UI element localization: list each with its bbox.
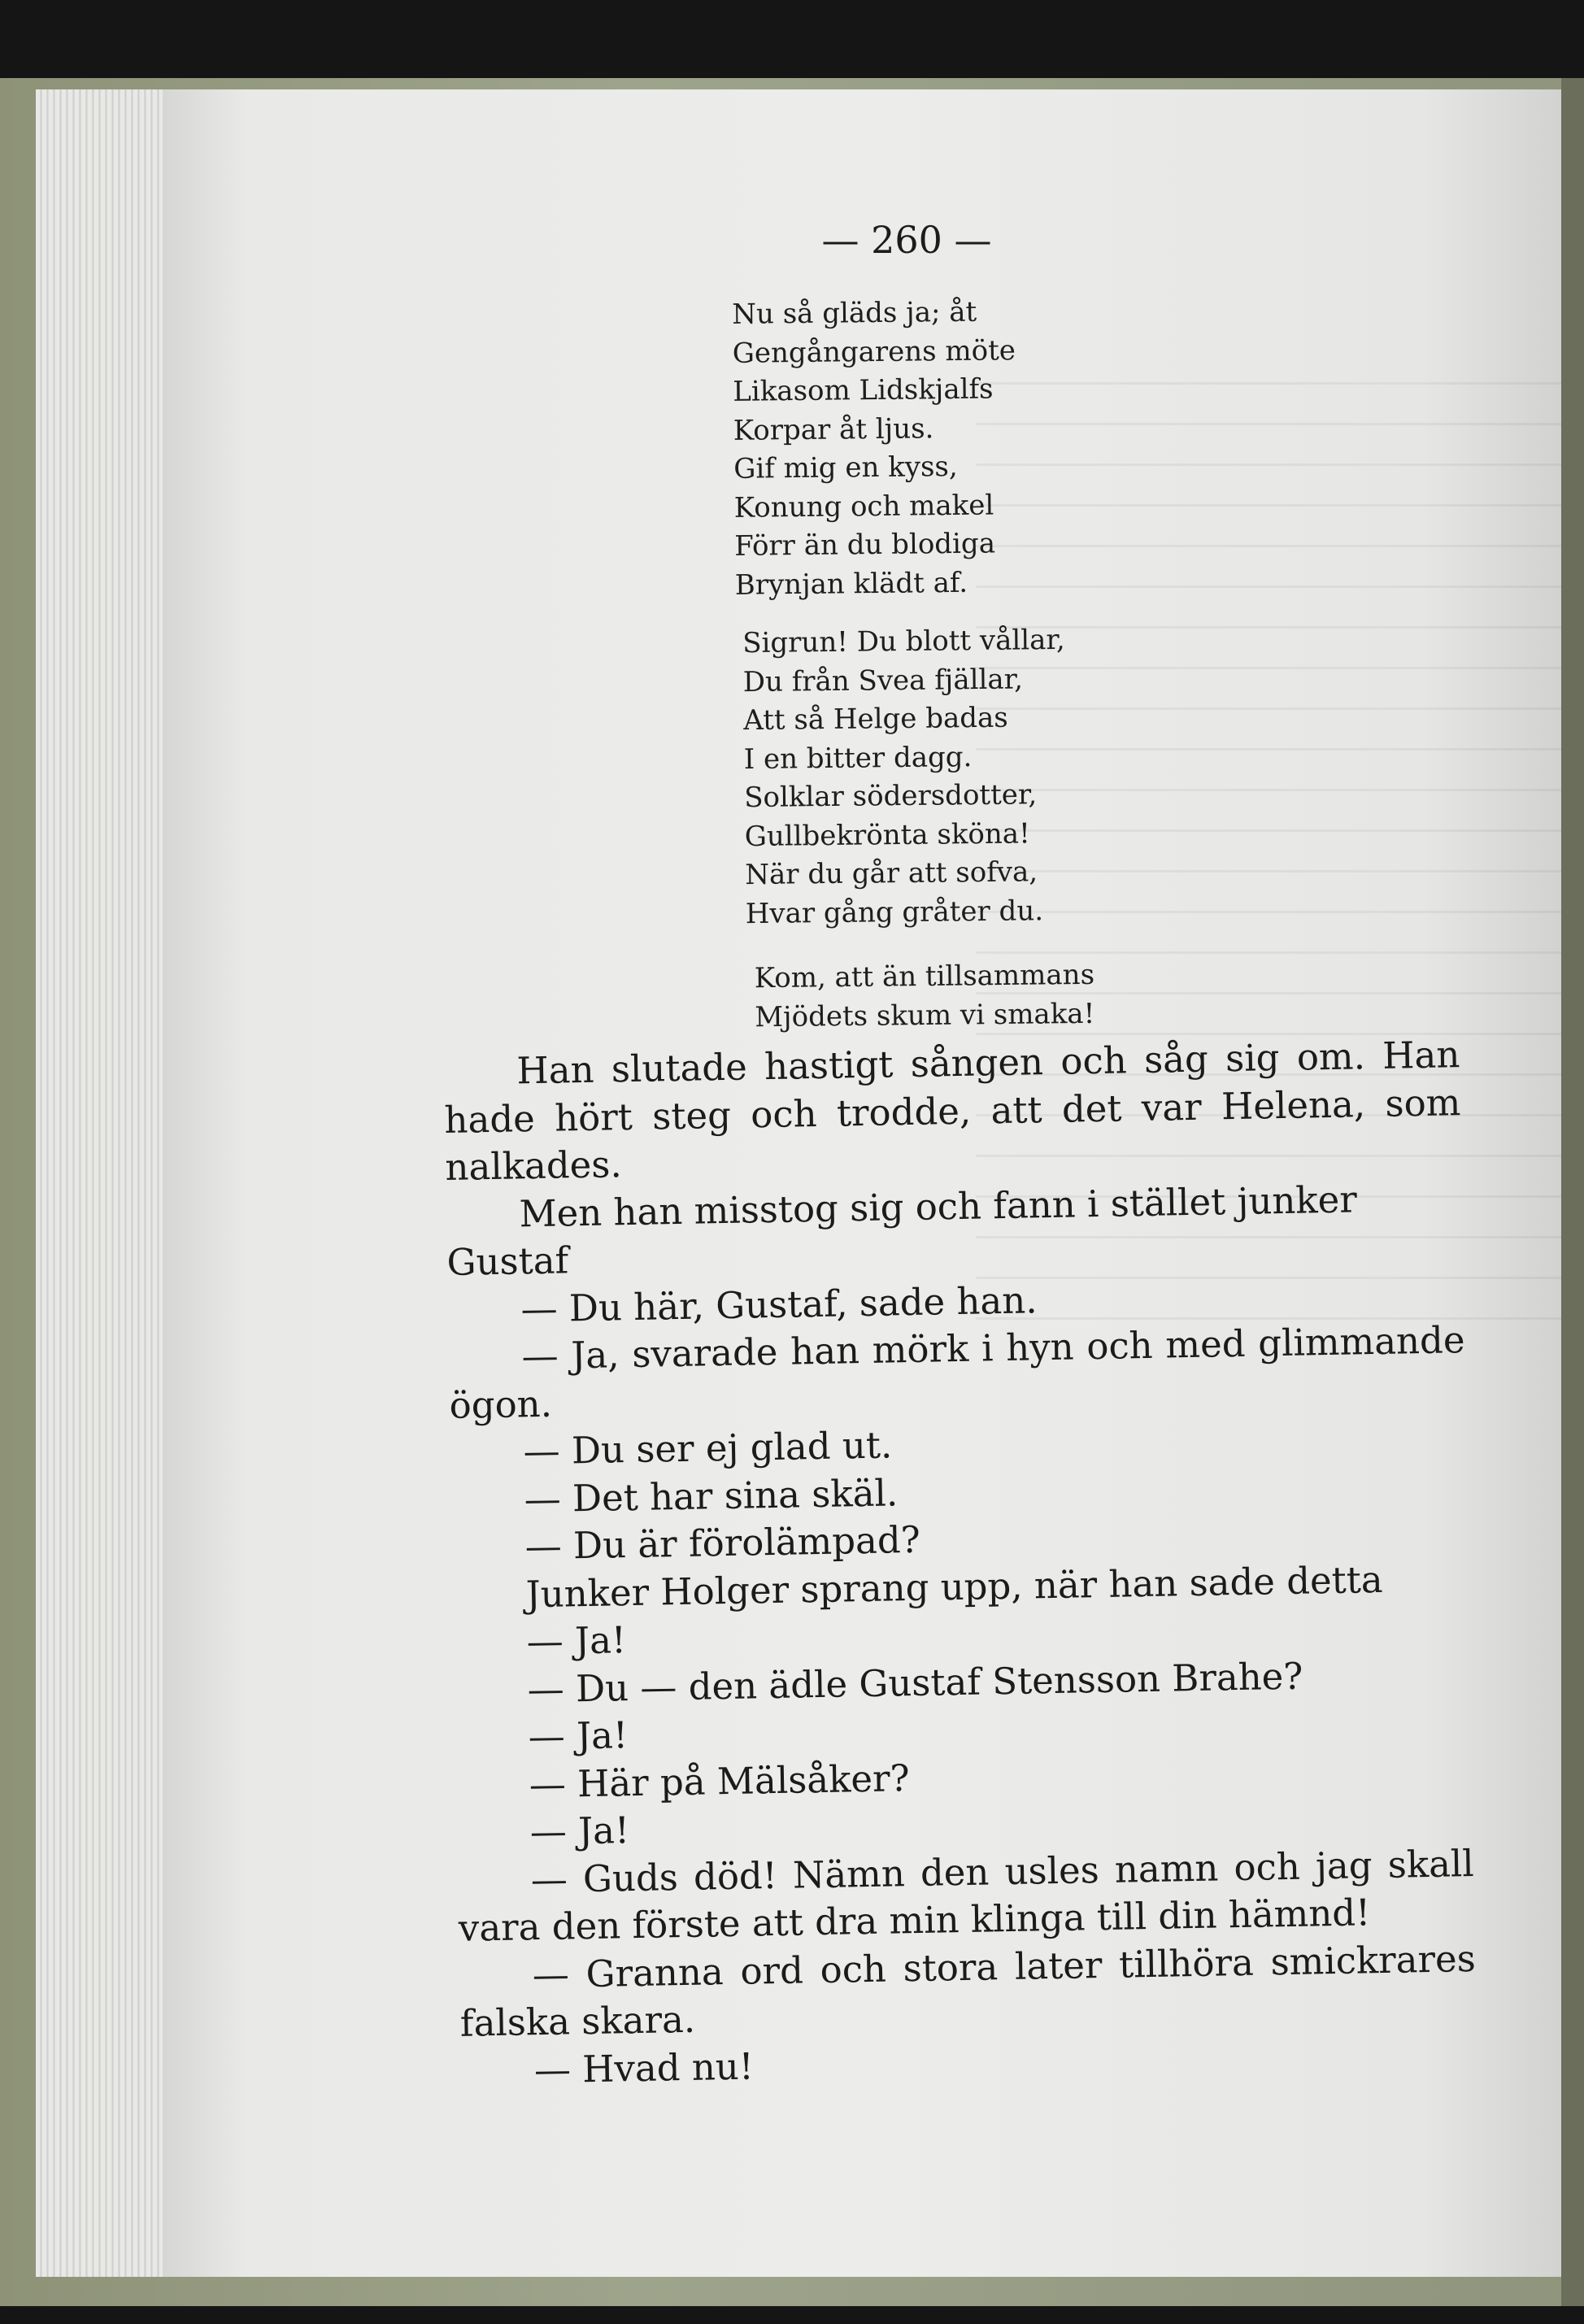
dialogue-line: — Hvad nu! xyxy=(533,2044,755,2091)
poem-line: Hvar gång gråter du. xyxy=(745,894,1044,930)
prose-text xyxy=(443,1031,1477,2096)
poem-line: Kom, att än tillsammans xyxy=(754,958,1095,995)
poem-stanza-1 xyxy=(732,293,1018,605)
book-spine xyxy=(1561,78,1584,2306)
poem-line: Gullbekrönta sköna! xyxy=(744,816,1030,853)
poem-line: Konung och makel xyxy=(733,488,994,524)
poem-line: Sigrun! Du blott vållar, xyxy=(742,623,1065,660)
poem-line: Solklar södersdotter, xyxy=(744,778,1038,815)
paragraph: Men han misstog sig och fann i stället junker Gustaf xyxy=(446,1177,1358,1284)
dialogue-line: — Guds död! Nämn den usles namn och jag skall vara den förste att dra min klinga till din hämnd! xyxy=(458,1841,1475,1950)
poem-line: Gif mig en kyss, xyxy=(733,450,958,485)
dialogue-line: — Du är förolämpad? xyxy=(524,1517,921,1569)
dialogue-line: — Granna ord och stora later tillhöra smickrares falska skara. xyxy=(459,1936,1477,2045)
poem-line: Korpar åt ljus. xyxy=(733,411,934,447)
paragraph: Han slutade hastigt sången och såg sig om. Han hade hört steg och trodde, att det var Helena, som nalkades. xyxy=(444,1033,1461,1189)
poem-line: Nu så gläds ja; åt xyxy=(732,295,977,331)
paragraph: Junker Holger sprang upp, när han sade detta xyxy=(525,1557,1384,1616)
dialogue-line: — Det har sina skäl. xyxy=(524,1470,899,1521)
dialogue-line: — Du — den ädle Gustaf Stensson Brahe? xyxy=(527,1654,1303,1711)
poem-line: Förr än du blodiga xyxy=(734,527,996,563)
poem-line: Brynjan klädt af. xyxy=(734,566,968,602)
poem-line: Att så Helge badas xyxy=(743,701,1008,738)
dialogue-line: — Här på Mälsåker? xyxy=(529,1756,911,1806)
poem-stanza-2 xyxy=(742,621,1068,934)
dialogue-line: — Ja, svarade han mörk i hyn och med glimmande ögon. xyxy=(449,1318,1465,1427)
dialogue-line: — Du ser ej glad ut. xyxy=(523,1423,893,1473)
dialogue-line: — Ja! xyxy=(529,1808,630,1854)
dialogue-line: — Ja! xyxy=(528,1713,629,1759)
poem-line: Likasom Lidskjalfs xyxy=(733,372,994,408)
poem-line: Du från Svea fjällar, xyxy=(742,662,1024,699)
dialogue-line: — Du här, Gustaf, sade han. xyxy=(520,1277,1038,1330)
dialogue-line: — Ja! xyxy=(526,1618,627,1664)
page-number: — 260 — xyxy=(821,218,992,262)
poem-line: När du går att sofva, xyxy=(745,855,1038,892)
poem-line: Gengångarens möte xyxy=(732,333,1016,370)
poem-line: Mjödets skum vi smaka! xyxy=(755,997,1095,1034)
poem-stanza-3 xyxy=(755,956,1095,1037)
poem-line: I en bitter dagg. xyxy=(743,740,973,776)
